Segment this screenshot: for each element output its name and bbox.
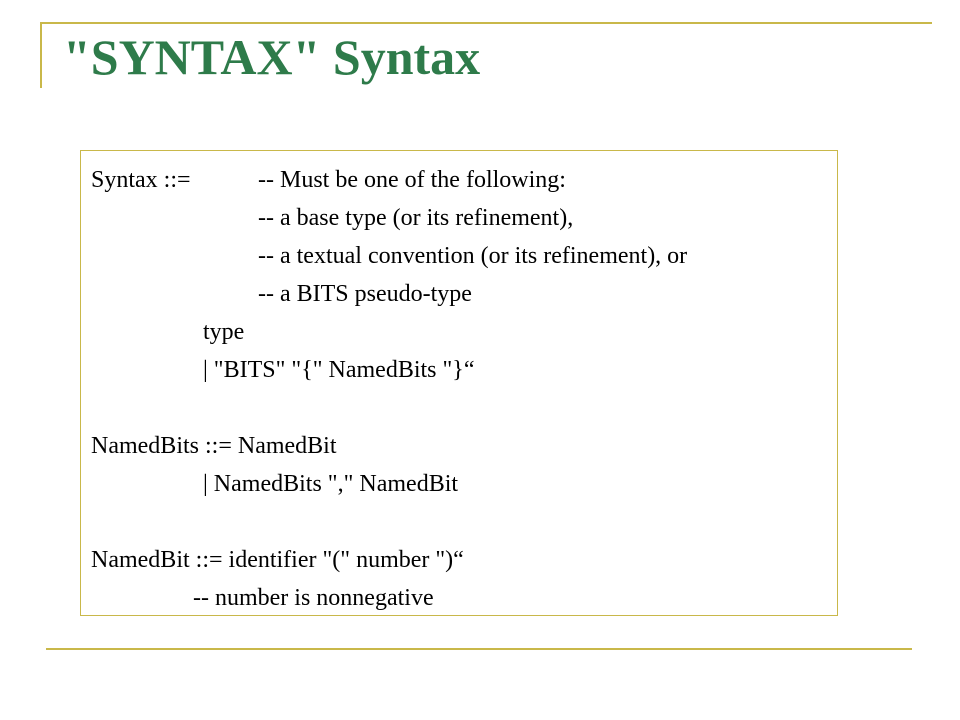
code-line xyxy=(91,275,837,313)
namedbits-rule: NamedBits ::= NamedBit xyxy=(91,433,337,459)
left-accent-line xyxy=(40,22,42,88)
code-line xyxy=(91,199,837,237)
code-line xyxy=(91,313,837,351)
top-divider-line xyxy=(40,22,932,24)
blank-line xyxy=(91,389,837,427)
syntax-comment: -- a textual convention (or its refinement), or xyxy=(258,243,688,269)
syntax-alternative: | "BITS" "{" NamedBits "}“ xyxy=(203,357,475,383)
syntax-alternative: type xyxy=(203,319,245,345)
code-line xyxy=(91,161,837,199)
code-line xyxy=(91,351,837,389)
bottom-divider-line xyxy=(46,648,912,650)
code-line xyxy=(91,427,837,465)
slide-title: "SYNTAX" Syntax xyxy=(63,29,481,85)
syntax-comment: -- a BITS pseudo-type xyxy=(258,281,472,307)
code-line xyxy=(91,541,837,579)
syntax-rule-lhs: Syntax ::= xyxy=(91,167,191,193)
namedbit-comment: -- number is nonnegative xyxy=(193,585,434,611)
code-line xyxy=(91,237,837,275)
code-line xyxy=(91,579,837,617)
syntax-code-box xyxy=(80,150,838,616)
code-line xyxy=(91,465,837,503)
namedbit-rule: NamedBit ::= identifier "(" number ")“ xyxy=(91,547,464,573)
syntax-comment: -- Must be one of the following: xyxy=(258,167,566,193)
namedbits-alternative: | NamedBits "," NamedBit xyxy=(203,471,459,497)
syntax-comment: -- a base type (or its refinement), xyxy=(258,205,574,231)
blank-line xyxy=(91,503,837,541)
